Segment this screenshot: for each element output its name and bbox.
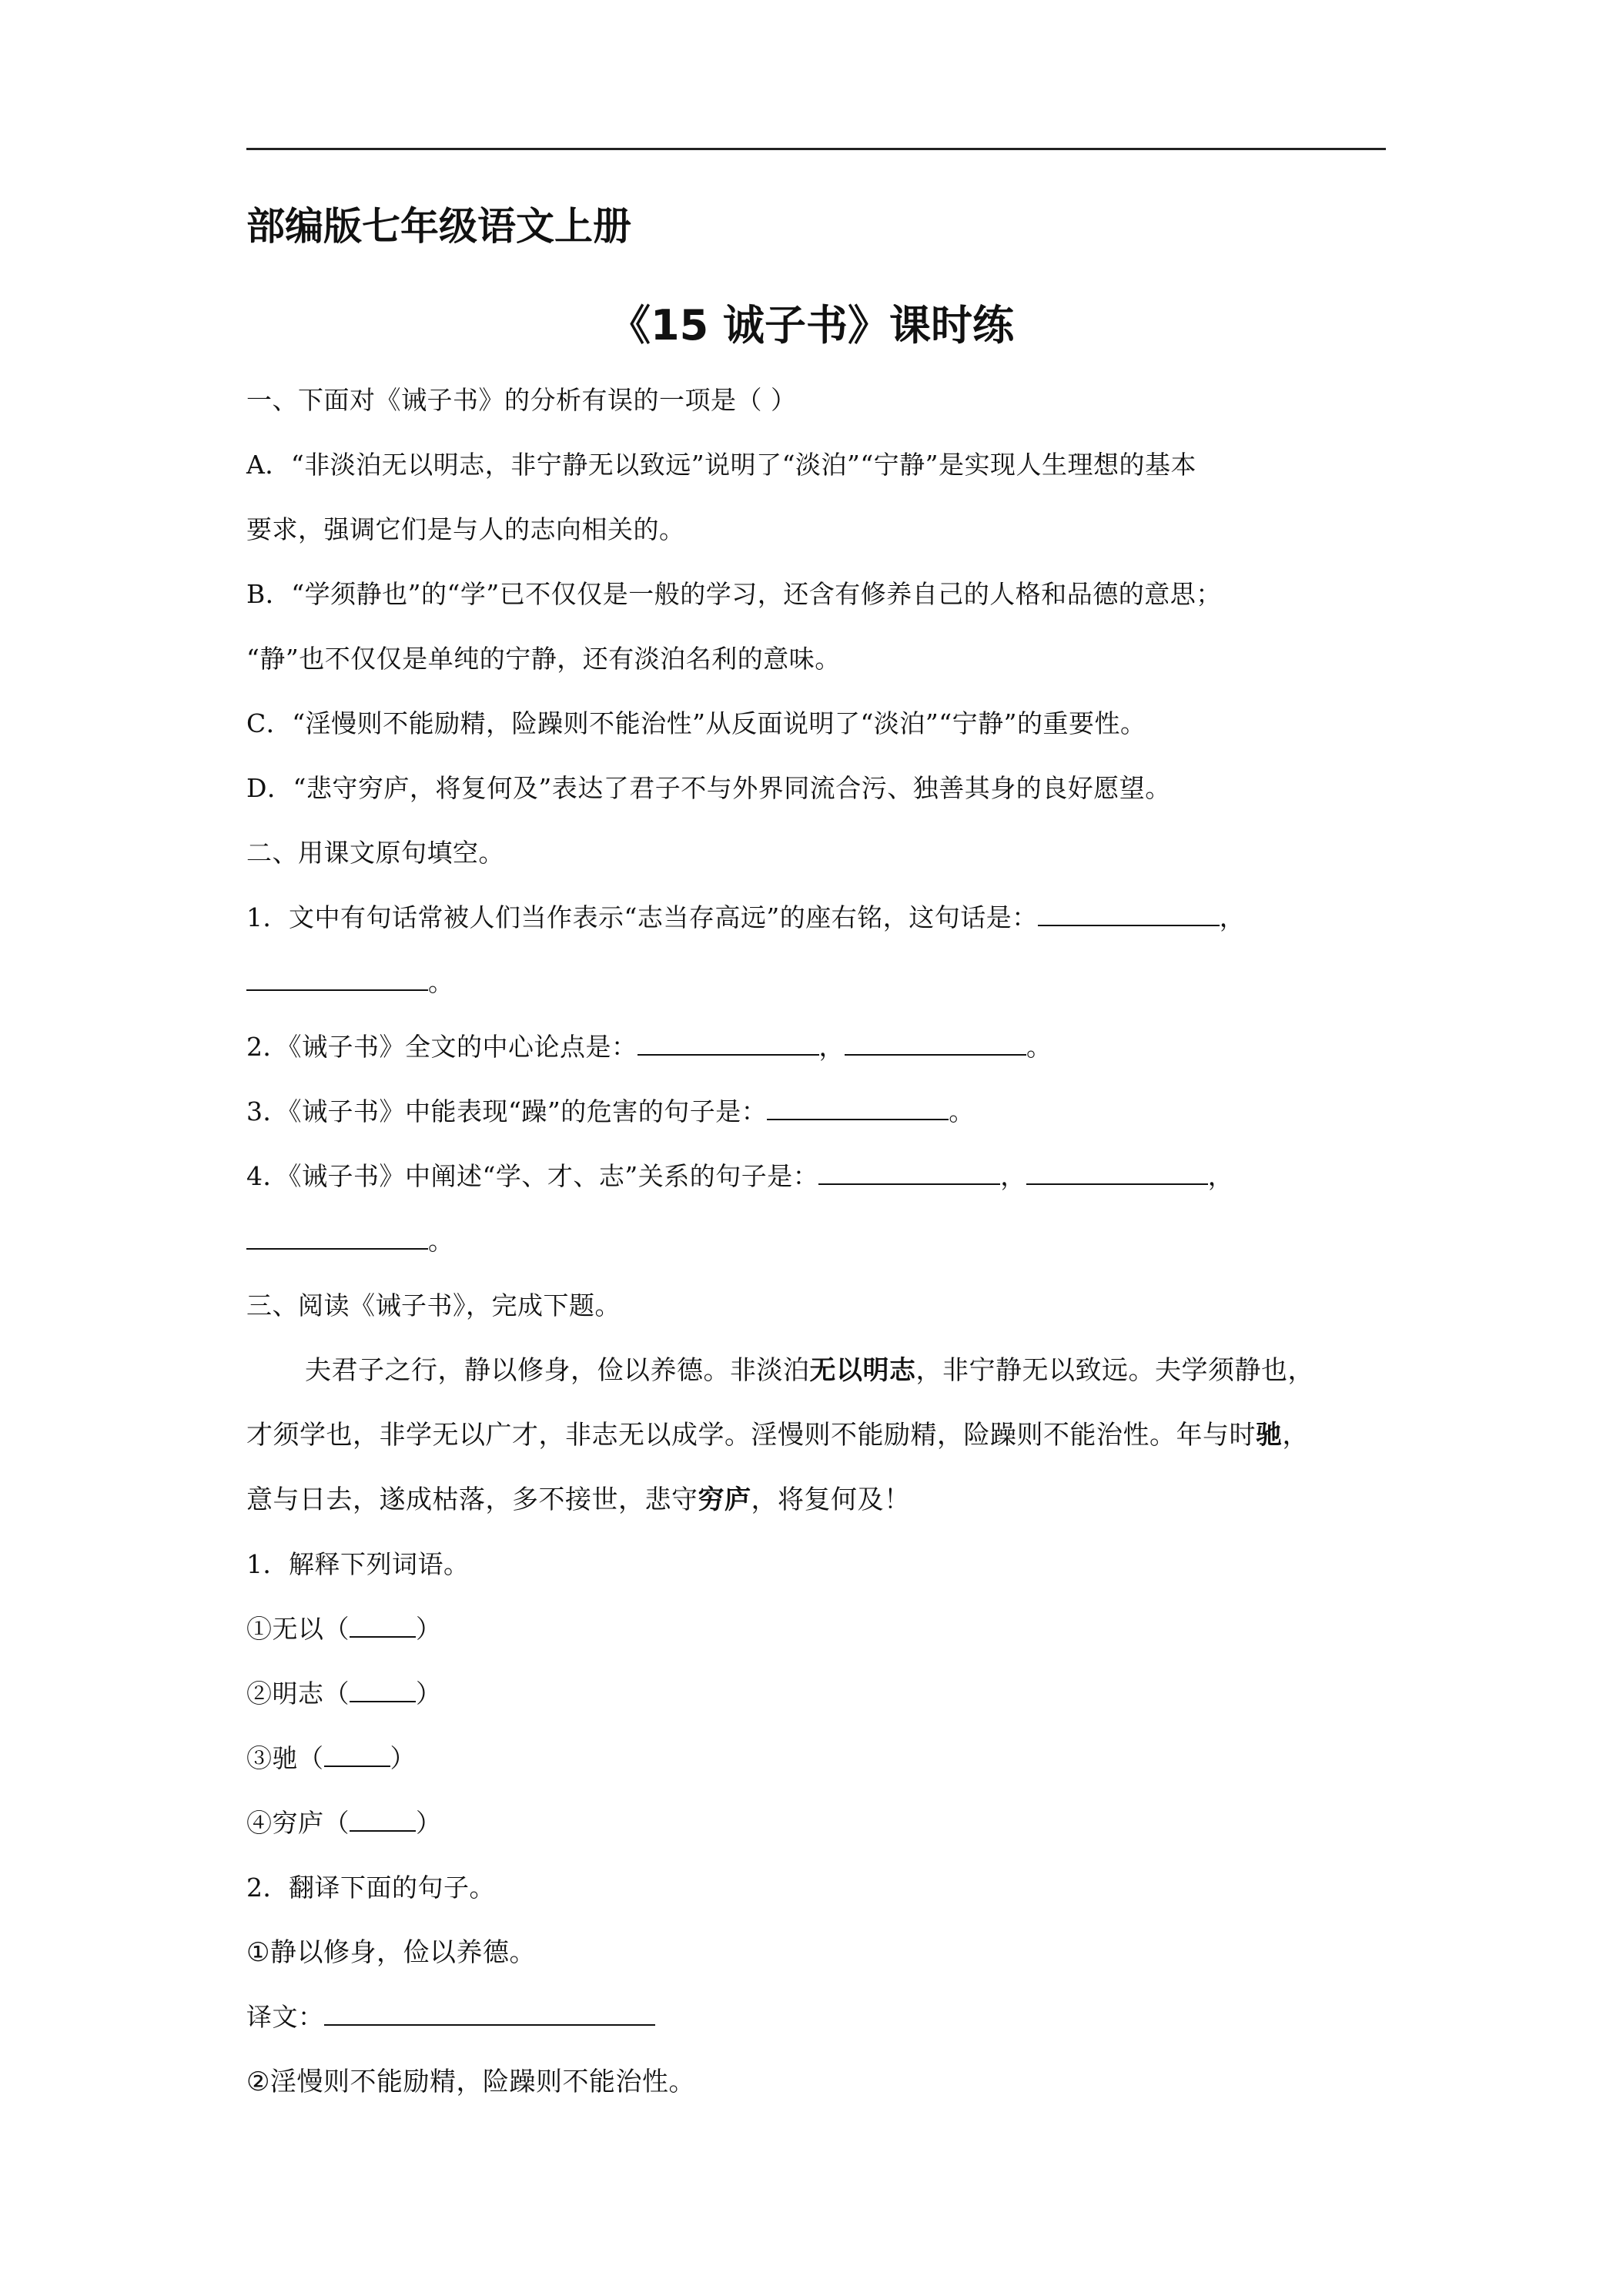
passage-text: 夫君子之行，静以修身，俭以养德。非淡泊 bbox=[305, 1355, 810, 1386]
answer-blank[interactable] bbox=[350, 1678, 416, 1702]
answer-blank[interactable] bbox=[637, 1031, 819, 1056]
fill-question-2 bbox=[246, 1030, 1052, 1064]
word-label: ②明志（ bbox=[246, 1678, 350, 1709]
document-heading: 部编版七年级语文上册 bbox=[246, 204, 631, 249]
translation-blank[interactable] bbox=[324, 2001, 655, 2026]
option-b-line1: B．“学须静也”的“学”已不仅仅是一般的学习，还含有修养自己的人格和品德的意思； bbox=[246, 579, 1222, 609]
word-item-1 bbox=[246, 1612, 442, 1646]
close-paren: ） bbox=[390, 1743, 416, 1773]
word-item-3 bbox=[246, 1742, 416, 1776]
period: 。 bbox=[949, 1096, 975, 1126]
section2-header: 二、用课文原句填空。 bbox=[246, 838, 504, 868]
option-c: C．“淫慢则不能励精，险躁则不能治性”从反面说明了“淡泊”“宁静”的重要性。 bbox=[246, 708, 1146, 738]
period: 。 bbox=[428, 967, 454, 997]
translate-sentence-2: ②淫慢则不能励精，险躁则不能治性。 bbox=[246, 2067, 695, 2097]
close-paren: ） bbox=[416, 1614, 442, 1644]
fill-question-1-text: 1．文中有句话常被人们当作表示“志当存高远”的座右铭，这句话是： bbox=[246, 902, 1038, 932]
answer-blank[interactable] bbox=[350, 1807, 416, 1832]
passage-text: ，将复何及！ bbox=[751, 1484, 911, 1515]
section3-question-2: 2．翻译下面的句子。 bbox=[246, 1873, 495, 1903]
passage-bold-term: 穷庐 bbox=[698, 1484, 751, 1515]
answer-blank[interactable] bbox=[1026, 1160, 1208, 1185]
comma: ， bbox=[1207, 1161, 1234, 1191]
document-title: 《15 诚子书》课时练 bbox=[609, 301, 1014, 350]
answer-blank[interactable] bbox=[350, 1613, 416, 1638]
passage-line-3 bbox=[246, 1483, 911, 1517]
passage-text: 意与日去，遂成枯落，多不接世，悲守 bbox=[246, 1484, 698, 1515]
fill-question-1 bbox=[246, 901, 1245, 935]
passage-text: 才须学也，非学无以广才，非志无以成学。淫慢则不能励精，险躁则不能治性。年与时 bbox=[246, 1420, 1256, 1451]
word-item-2 bbox=[246, 1677, 442, 1711]
header-rule bbox=[246, 148, 1386, 150]
passage-bold-term: 驰 bbox=[1256, 1420, 1283, 1451]
fill-question-4 bbox=[246, 1160, 1233, 1193]
option-a-line2: 要求，强调它们是与人的志向相关的。 bbox=[246, 514, 685, 544]
translation-line bbox=[246, 2000, 655, 2034]
answer-blank[interactable] bbox=[246, 966, 428, 991]
close-paren: ） bbox=[416, 1808, 442, 1838]
answer-blank[interactable] bbox=[324, 1742, 390, 1767]
section1-question: 一、下面对《诫子书》的分析有误的一项是（ ） bbox=[246, 385, 797, 415]
passage-line-1 bbox=[305, 1354, 1314, 1387]
answer-blank[interactable] bbox=[1038, 902, 1220, 926]
fill-question-2-text: 2．《诫子书》全文的中心论点是： bbox=[246, 1032, 637, 1062]
answer-blank[interactable] bbox=[845, 1031, 1026, 1056]
section3-header: 三、阅读《诫子书》，完成下题。 bbox=[246, 1290, 621, 1320]
comma: ， bbox=[818, 1032, 845, 1062]
translation-label: 译文： bbox=[246, 2002, 324, 2032]
fill-question-1-cont bbox=[246, 966, 454, 999]
section3-question-1: 1．解释下列词语。 bbox=[246, 1549, 470, 1579]
option-a-line1: A．“非淡泊无以明志，非宁静无以致远”说明了“淡泊”“宁静”是实现人生理想的基本 bbox=[246, 450, 1197, 480]
word-label: ④穷庐（ bbox=[246, 1808, 350, 1838]
fill-question-4-text: 4．《诫子书》中阐述“学、才、志”关系的句子是： bbox=[246, 1161, 819, 1191]
option-b-line2: “静”也不仅仅是单纯的宁静，还有淡泊名利的意味。 bbox=[246, 644, 841, 674]
fill-question-3-text: 3．《诫子书》中能表现“躁”的危害的句子是： bbox=[246, 1096, 768, 1126]
answer-blank[interactable] bbox=[767, 1096, 949, 1120]
passage-text: ，非宁静无以致远。夫学须静也， bbox=[915, 1355, 1314, 1386]
comma: ， bbox=[1000, 1161, 1026, 1191]
comma: ， bbox=[1219, 902, 1246, 932]
word-label: ③驰（ bbox=[246, 1743, 324, 1773]
close-paren: ） bbox=[416, 1678, 442, 1709]
fill-question-4-cont bbox=[246, 1224, 454, 1258]
answer-blank[interactable] bbox=[818, 1160, 1000, 1185]
passage-bold-term: 无以明志 bbox=[809, 1355, 916, 1386]
option-d: D．“悲守穷庐，将复何及”表达了君子不与外界同流合污、独善其身的良好愿望。 bbox=[246, 773, 1171, 803]
fill-question-3 bbox=[246, 1095, 975, 1129]
period: 。 bbox=[428, 1226, 454, 1256]
translate-sentence-1: ①静以修身，俭以养德。 bbox=[246, 1937, 536, 1968]
passage-line-2 bbox=[246, 1418, 1309, 1452]
word-item-4 bbox=[246, 1806, 442, 1840]
period: 。 bbox=[1026, 1032, 1052, 1062]
answer-blank[interactable] bbox=[246, 1225, 428, 1250]
passage-text: ， bbox=[1282, 1420, 1309, 1451]
word-label: ①无以（ bbox=[246, 1614, 350, 1644]
